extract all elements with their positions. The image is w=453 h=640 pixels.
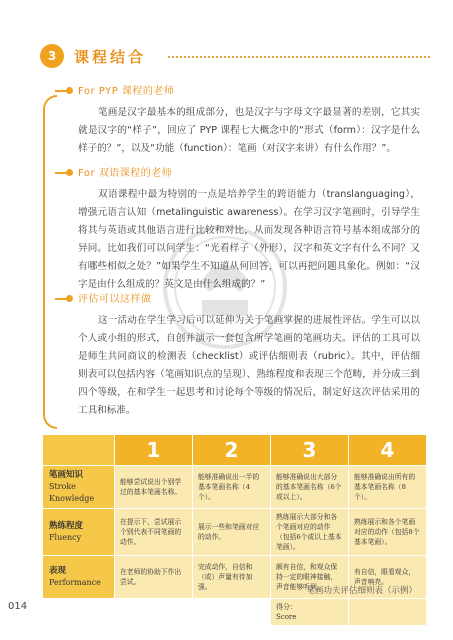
rubric-level-header: 2 — [193, 435, 271, 466]
timeline-bracket — [43, 95, 57, 429]
section-dotted-rule — [168, 56, 430, 58]
paragraph: 双语课程中最为特别的一点是培养学生的跨语能力（translanguaging），增强元语言认知（metalinguistic awareness）。在学习汉字笔画时，引导学生将其与英语或其他语言进行比较和对比，从而发现各种语言符号基本组成部分的异同。比如我们可以问学生：“光看样子（外形），汉字和英文字有什么不同？又有哪些相似之处？”如果学生不知道从何回答，可以再把问题具象化。例如：“汉字是由什么组成的？英文是由什么组成的？” — [78, 189, 420, 290]
rubric-row — [43, 466, 427, 509]
rubric-header-row — [43, 435, 427, 466]
rubric-cell: 在提示下，尝试展示个别代表不同笔画的动作。 — [115, 509, 193, 556]
table-caption: 笔画功夫评估细则表（示例） — [306, 586, 417, 596]
rubric-cell: 熟练展示和各个笔画对应的动作（包括8个基本笔画）。 — [349, 509, 427, 556]
rubric-cell: 有自信，眼看观众，声音响亮。 — [349, 556, 427, 599]
rubric-label-en: Performance — [49, 578, 101, 587]
rubric-label-cn: 表现 — [49, 566, 67, 576]
rubric-level-header: 1 — [115, 435, 193, 466]
rubric-cell: 颇有自信，和观众保持一定的眼神接触，声音能够听到。 — [271, 556, 349, 599]
timeline-marker — [55, 298, 69, 300]
block-heading-pyp: For PYP 课程的老师 — [78, 86, 175, 97]
rubric-row — [43, 509, 427, 556]
rubric-cell: 熟练展示大部分和各个笔画对应的动作（包括6个或以上基本笔画）。 — [271, 509, 349, 556]
rubric-cell: 能够准确说出大部分的基本笔画名称（6个或以上）。 — [271, 466, 349, 509]
rubric-cell: 能够尝试说出个别学过的基本笔画名称。 — [115, 466, 193, 509]
score-label-cn: 得分： — [276, 603, 297, 611]
rubric-row-label — [43, 556, 115, 599]
rubric-corner — [43, 435, 115, 466]
section-header — [40, 44, 430, 70]
block-text-pyp — [78, 104, 420, 158]
rubric-level-header: 3 — [271, 435, 349, 466]
rubric-label-en: Fluency — [49, 533, 82, 542]
rubric-table — [42, 434, 427, 626]
timeline-marker — [55, 172, 69, 174]
rubric-cell: 完成动作，自信和（或）声量有待加强。 — [193, 556, 271, 599]
rubric-label-cn: 熟练程度 — [49, 521, 84, 531]
page-number: 014 — [8, 601, 28, 612]
rubric-row-label — [43, 509, 115, 556]
rubric-cell: 在老师的协助下作出尝试。 — [115, 556, 193, 599]
timeline-marker — [55, 90, 69, 92]
rubric-cell: 能够准确说出所有的基本笔画名称（8个）。 — [349, 466, 427, 509]
block-heading-bilingual: For 双语课程的老师 — [78, 168, 173, 179]
block-text-bilingual — [78, 186, 420, 294]
section-title: 课程结合 — [74, 48, 147, 66]
rubric-label-cn: 笔画知识 — [49, 470, 84, 480]
block-text-assessment — [78, 312, 420, 420]
rubric-row-label — [43, 466, 115, 509]
rubric-cell: 展示一些和笔画对应的动作。 — [193, 509, 271, 556]
section-number-badge: 3 — [40, 44, 64, 68]
rubric-label-en: Stroke Knowledge — [49, 482, 95, 503]
block-heading-assessment: 评估可以这样做 — [78, 294, 152, 305]
rubric-cell: 能够准确说出一半的基本笔画名称（4个）。 — [193, 466, 271, 509]
rubric-score-row — [43, 599, 427, 626]
rubric-level-header: 4 — [349, 435, 427, 466]
score-value-field — [349, 599, 427, 626]
score-label — [271, 599, 349, 626]
paragraph: 这一活动在学生学习后可以延伸为关于笔画掌握的进展性评估。学生可以以个人或小组的形式，自创并演示一套包含所学笔画的笔画功夫。评估的工具可以是师生共同商议的检测表（checklist）或评估细则表（rubric）。其中，评估细则表可以包括内容（笔画知识点的呈现）、熟练程度和表现三个范畴，并分成三到四个等级，在和学生一起思考和讨论每个等级的情况后，制定好这次评估采用的工具和标准。 — [78, 315, 420, 416]
paragraph: 笔画是汉字最基本的组成部分，也是汉字与字母文字最显著的差别，它其实就是汉字的“样子”，回应了 PYP 课程七大概念中的“形式（form）：汉字是什么样子的？”，以及“功能（function）：笔画（对汉字来讲）有什么作用？”。 — [78, 107, 420, 154]
score-label-en: Score — [276, 613, 297, 621]
